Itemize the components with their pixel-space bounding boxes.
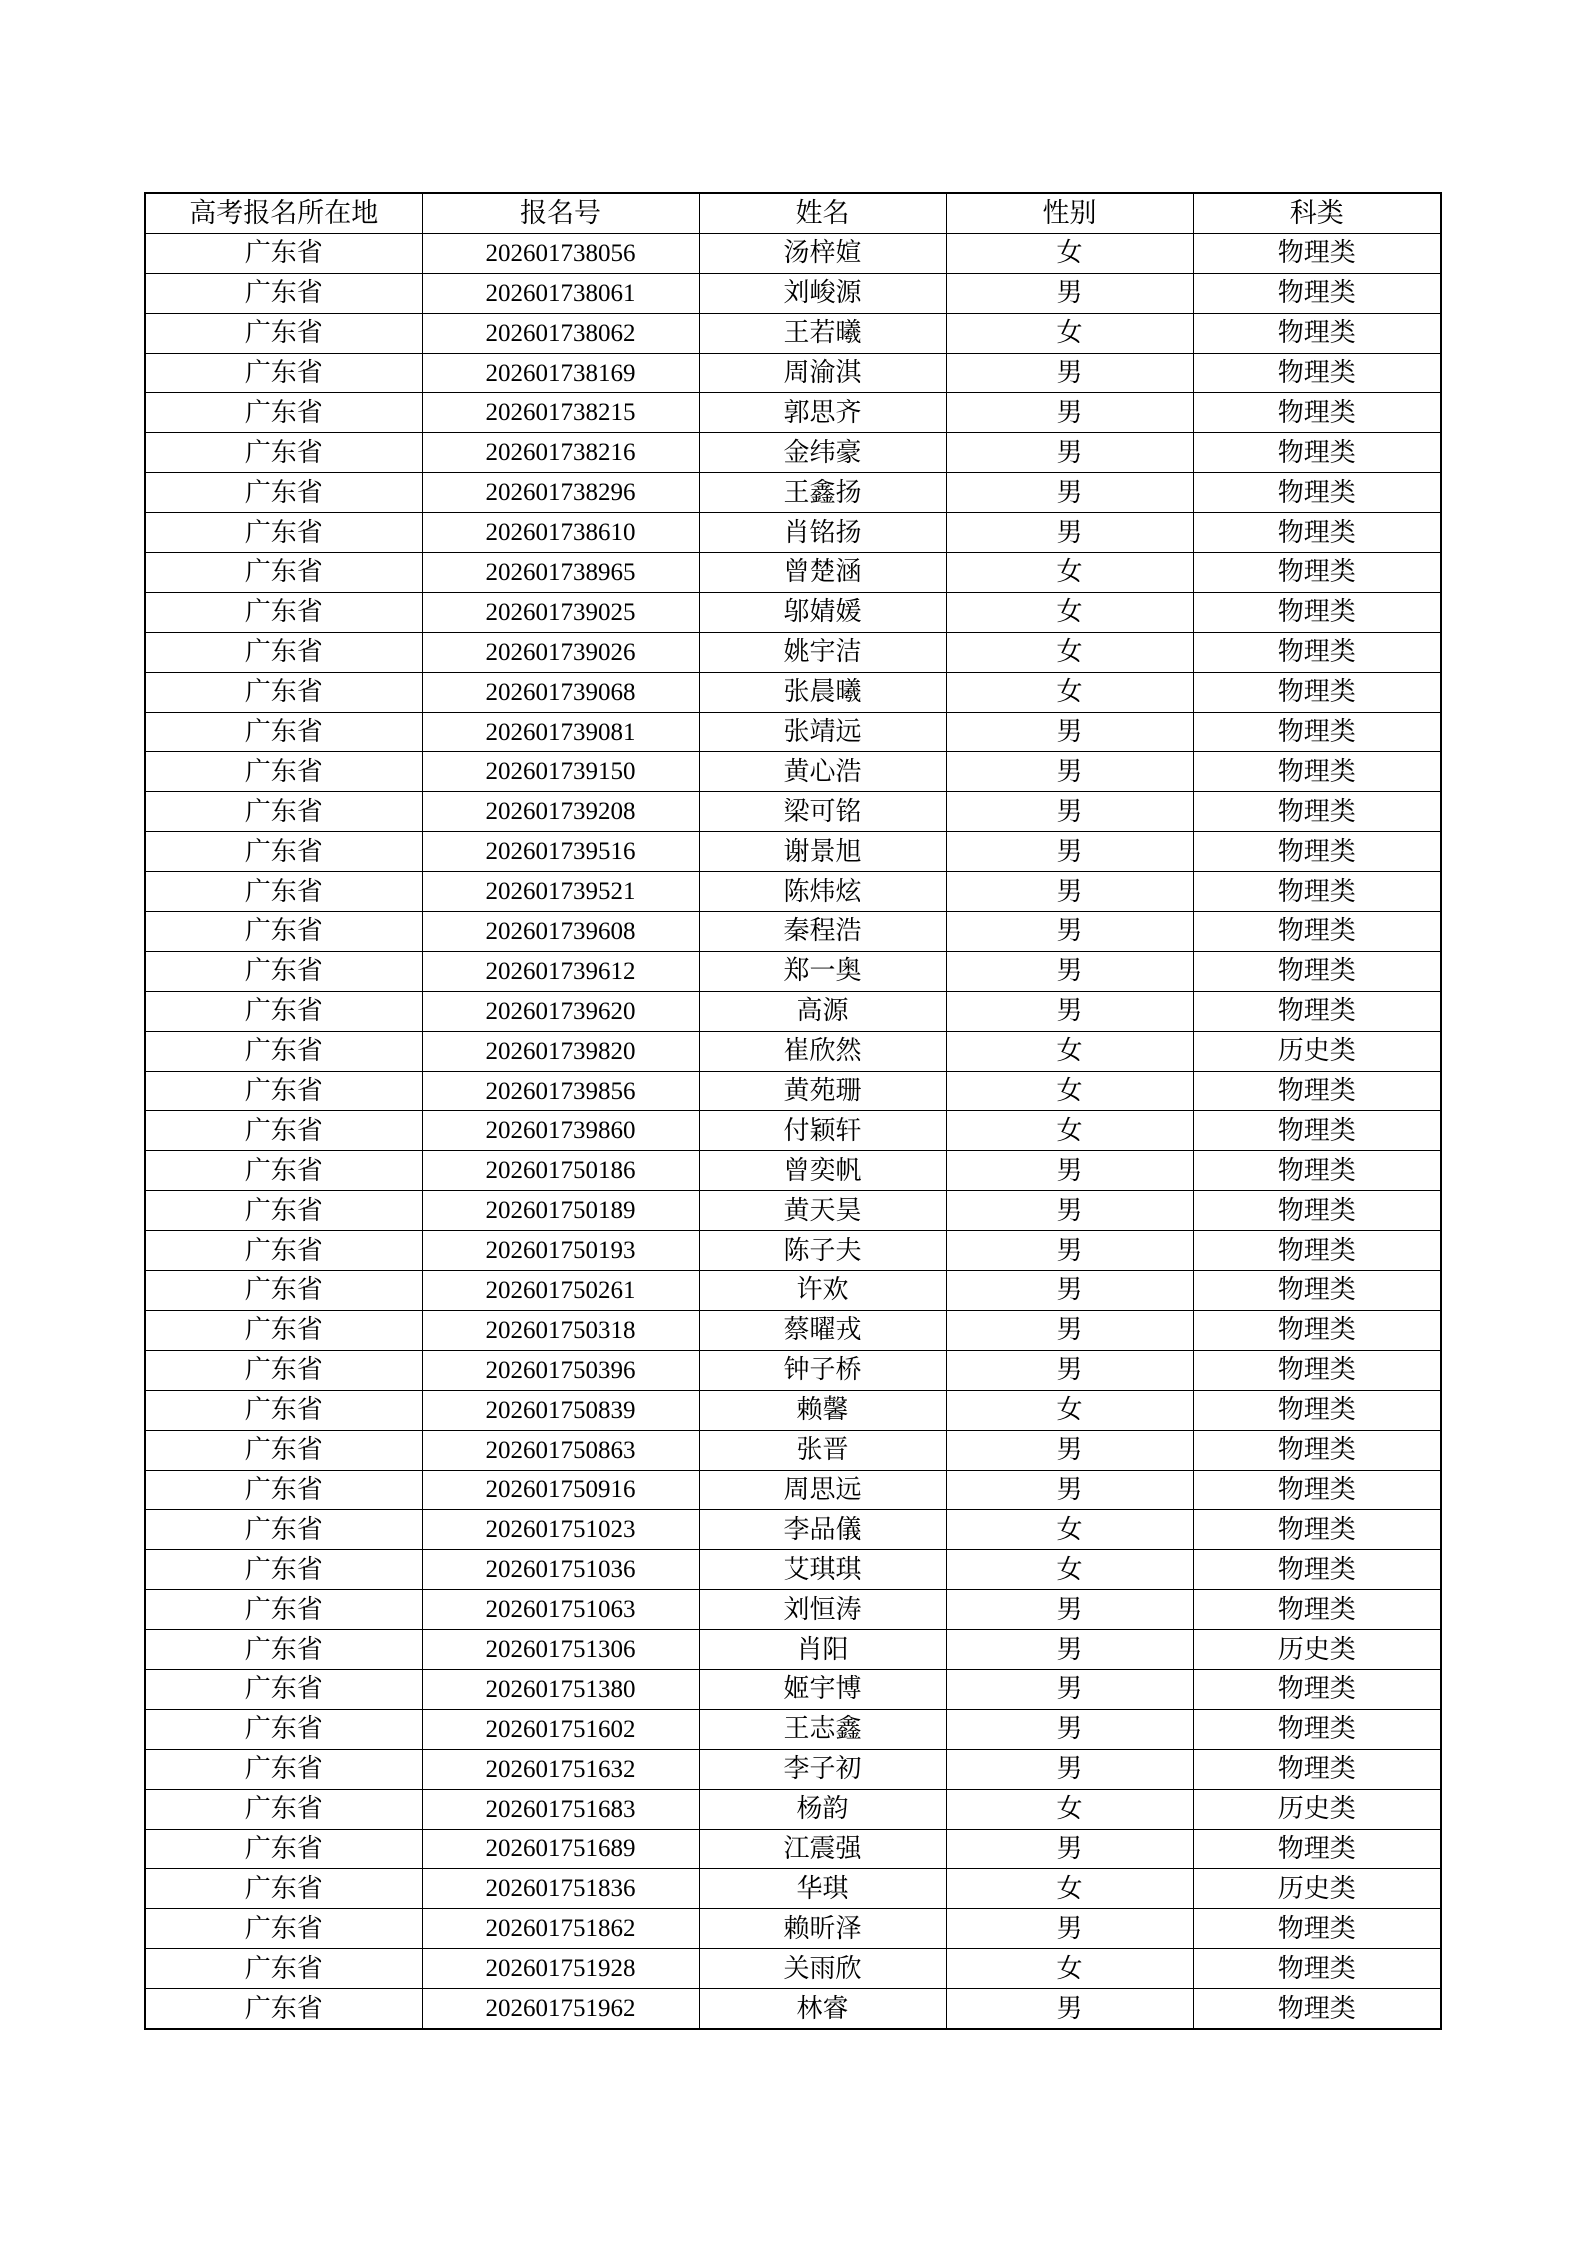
cell-name: 邬婧媛 bbox=[699, 592, 946, 632]
cell-name: 曾楚涵 bbox=[699, 553, 946, 593]
cell-registration-number: 202601738216 bbox=[422, 433, 699, 473]
header-name: 姓名 bbox=[699, 193, 946, 233]
table-row bbox=[145, 1630, 1441, 1670]
cell-name: 许欢 bbox=[699, 1271, 946, 1311]
cell-registration-number: 202601751306 bbox=[422, 1630, 699, 1670]
cell-gender: 女 bbox=[946, 233, 1193, 273]
cell-gender: 男 bbox=[946, 1271, 1193, 1311]
cell-name: 周思远 bbox=[699, 1470, 946, 1510]
cell-registration-number: 202601751683 bbox=[422, 1789, 699, 1829]
cell-subject-category: 物理类 bbox=[1193, 1989, 1441, 2029]
cell-registration-number: 202601739608 bbox=[422, 912, 699, 952]
cell-subject-category: 物理类 bbox=[1193, 233, 1441, 273]
cell-gender: 男 bbox=[946, 1989, 1193, 2029]
table-row bbox=[145, 233, 1441, 273]
cell-registration-location: 广东省 bbox=[145, 752, 422, 792]
table-row bbox=[145, 273, 1441, 313]
table-row bbox=[145, 752, 1441, 792]
cell-gender: 女 bbox=[946, 553, 1193, 593]
cell-registration-number: 202601751836 bbox=[422, 1869, 699, 1909]
cell-registration-number: 202601739620 bbox=[422, 991, 699, 1031]
cell-name: 肖铭扬 bbox=[699, 513, 946, 553]
cell-subject-category: 历史类 bbox=[1193, 1630, 1441, 1670]
table-row bbox=[145, 473, 1441, 513]
cell-gender: 男 bbox=[946, 1669, 1193, 1709]
table-row bbox=[145, 1909, 1441, 1949]
cell-registration-number: 202601738215 bbox=[422, 393, 699, 433]
table-row bbox=[145, 313, 1441, 353]
cell-registration-number: 202601739860 bbox=[422, 1111, 699, 1151]
cell-registration-number: 202601750916 bbox=[422, 1470, 699, 1510]
cell-registration-number: 202601750261 bbox=[422, 1271, 699, 1311]
cell-registration-location: 广东省 bbox=[145, 1111, 422, 1151]
table-row bbox=[145, 872, 1441, 912]
cell-subject-category: 物理类 bbox=[1193, 1430, 1441, 1470]
cell-registration-location: 广东省 bbox=[145, 1630, 422, 1670]
cell-registration-location: 广东省 bbox=[145, 872, 422, 912]
header-registration-number: 报名号 bbox=[422, 193, 699, 233]
cell-gender: 男 bbox=[946, 1829, 1193, 1869]
cell-gender: 女 bbox=[946, 1390, 1193, 1430]
cell-name: 黄心浩 bbox=[699, 752, 946, 792]
cell-registration-number: 202601750189 bbox=[422, 1191, 699, 1231]
cell-subject-category: 历史类 bbox=[1193, 1031, 1441, 1071]
cell-gender: 女 bbox=[946, 1071, 1193, 1111]
cell-gender: 男 bbox=[946, 1470, 1193, 1510]
cell-registration-number: 202601750863 bbox=[422, 1430, 699, 1470]
cell-registration-location: 广东省 bbox=[145, 1071, 422, 1111]
cell-subject-category: 物理类 bbox=[1193, 1590, 1441, 1630]
cell-gender: 男 bbox=[946, 792, 1193, 832]
cell-subject-category: 物理类 bbox=[1193, 433, 1441, 473]
cell-subject-category: 物理类 bbox=[1193, 1510, 1441, 1550]
cell-subject-category: 物理类 bbox=[1193, 672, 1441, 712]
cell-name: 肖阳 bbox=[699, 1630, 946, 1670]
table-row bbox=[145, 1709, 1441, 1749]
cell-gender: 男 bbox=[946, 1909, 1193, 1949]
table-row bbox=[145, 393, 1441, 433]
cell-subject-category: 物理类 bbox=[1193, 1709, 1441, 1749]
cell-subject-category: 物理类 bbox=[1193, 1310, 1441, 1350]
cell-name: 陈炜炫 bbox=[699, 872, 946, 912]
table-row bbox=[145, 632, 1441, 672]
table-row bbox=[145, 592, 1441, 632]
cell-name: 黄天昊 bbox=[699, 1191, 946, 1231]
cell-subject-category: 物理类 bbox=[1193, 592, 1441, 632]
table-row bbox=[145, 1989, 1441, 2029]
cell-name: 华琪 bbox=[699, 1869, 946, 1909]
cell-registration-location: 广东省 bbox=[145, 1271, 422, 1311]
cell-name: 高源 bbox=[699, 991, 946, 1031]
cell-subject-category: 物理类 bbox=[1193, 553, 1441, 593]
cell-registration-location: 广东省 bbox=[145, 313, 422, 353]
cell-registration-number: 202601750193 bbox=[422, 1231, 699, 1271]
cell-registration-location: 广东省 bbox=[145, 912, 422, 952]
cell-gender: 男 bbox=[946, 1231, 1193, 1271]
header-row bbox=[145, 193, 1441, 233]
cell-registration-location: 广东省 bbox=[145, 1191, 422, 1231]
table-row bbox=[145, 353, 1441, 393]
table-row bbox=[145, 912, 1441, 952]
cell-registration-location: 广东省 bbox=[145, 1510, 422, 1550]
cell-registration-location: 广东省 bbox=[145, 1669, 422, 1709]
table-row bbox=[145, 672, 1441, 712]
table-row bbox=[145, 1949, 1441, 1989]
cell-gender: 女 bbox=[946, 313, 1193, 353]
cell-subject-category: 物理类 bbox=[1193, 1829, 1441, 1869]
cell-gender: 女 bbox=[946, 1031, 1193, 1071]
cell-name: 李品儀 bbox=[699, 1510, 946, 1550]
cell-name: 曾奕帆 bbox=[699, 1151, 946, 1191]
table-row bbox=[145, 1231, 1441, 1271]
cell-registration-location: 广东省 bbox=[145, 1031, 422, 1071]
cell-gender: 男 bbox=[946, 433, 1193, 473]
cell-registration-number: 202601750839 bbox=[422, 1390, 699, 1430]
cell-subject-category: 物理类 bbox=[1193, 473, 1441, 513]
cell-name: 赖昕泽 bbox=[699, 1909, 946, 1949]
cell-gender: 女 bbox=[946, 592, 1193, 632]
cell-registration-location: 广东省 bbox=[145, 233, 422, 273]
cell-registration-number: 202601738062 bbox=[422, 313, 699, 353]
cell-subject-category: 物理类 bbox=[1193, 1470, 1441, 1510]
cell-registration-number: 202601739208 bbox=[422, 792, 699, 832]
table-row bbox=[145, 1590, 1441, 1630]
cell-registration-number: 202601751928 bbox=[422, 1949, 699, 1989]
cell-gender: 女 bbox=[946, 1789, 1193, 1829]
cell-registration-location: 广东省 bbox=[145, 273, 422, 313]
cell-registration-number: 202601738061 bbox=[422, 273, 699, 313]
cell-registration-location: 广东省 bbox=[145, 1430, 422, 1470]
cell-subject-category: 历史类 bbox=[1193, 1789, 1441, 1829]
cell-name: 刘峻源 bbox=[699, 273, 946, 313]
table-row bbox=[145, 1151, 1441, 1191]
cell-registration-location: 广东省 bbox=[145, 1470, 422, 1510]
cell-gender: 女 bbox=[946, 1949, 1193, 1989]
cell-registration-location: 广东省 bbox=[145, 1909, 422, 1949]
table-header bbox=[145, 193, 1441, 233]
table-row bbox=[145, 1749, 1441, 1789]
cell-name: 王鑫扬 bbox=[699, 473, 946, 513]
cell-registration-location: 广东省 bbox=[145, 1310, 422, 1350]
cell-subject-category: 物理类 bbox=[1193, 632, 1441, 672]
cell-registration-location: 广东省 bbox=[145, 513, 422, 553]
cell-subject-category: 物理类 bbox=[1193, 1949, 1441, 1989]
cell-registration-location: 广东省 bbox=[145, 1390, 422, 1430]
cell-registration-location: 广东省 bbox=[145, 991, 422, 1031]
cell-registration-location: 广东省 bbox=[145, 1869, 422, 1909]
table-body bbox=[145, 233, 1441, 2029]
cell-gender: 男 bbox=[946, 1709, 1193, 1749]
cell-name: 姬宇博 bbox=[699, 1669, 946, 1709]
cell-registration-location: 广东省 bbox=[145, 592, 422, 632]
table-row bbox=[145, 1191, 1441, 1231]
cell-gender: 男 bbox=[946, 1151, 1193, 1191]
cell-subject-category: 物理类 bbox=[1193, 1231, 1441, 1271]
cell-name: 崔欣然 bbox=[699, 1031, 946, 1071]
table-row bbox=[145, 1510, 1441, 1550]
cell-subject-category: 物理类 bbox=[1193, 912, 1441, 952]
cell-registration-location: 广东省 bbox=[145, 1550, 422, 1590]
cell-registration-number: 202601750186 bbox=[422, 1151, 699, 1191]
cell-registration-number: 202601739820 bbox=[422, 1031, 699, 1071]
cell-registration-location: 广东省 bbox=[145, 353, 422, 393]
cell-gender: 男 bbox=[946, 912, 1193, 952]
cell-subject-category: 物理类 bbox=[1193, 991, 1441, 1031]
cell-registration-number: 202601739081 bbox=[422, 712, 699, 752]
cell-gender: 男 bbox=[946, 353, 1193, 393]
cell-gender: 男 bbox=[946, 1749, 1193, 1789]
cell-registration-number: 202601739856 bbox=[422, 1071, 699, 1111]
cell-registration-number: 202601751862 bbox=[422, 1909, 699, 1949]
header-registration-location: 高考报名所在地 bbox=[145, 193, 422, 233]
cell-name: 姚宇洁 bbox=[699, 632, 946, 672]
cell-registration-location: 广东省 bbox=[145, 1989, 422, 2029]
cell-gender: 女 bbox=[946, 1869, 1193, 1909]
cell-name: 刘恒涛 bbox=[699, 1590, 946, 1630]
cell-gender: 男 bbox=[946, 1590, 1193, 1630]
table-row bbox=[145, 1111, 1441, 1151]
cell-registration-number: 202601750318 bbox=[422, 1310, 699, 1350]
cell-subject-category: 物理类 bbox=[1193, 1271, 1441, 1311]
table-row bbox=[145, 1430, 1441, 1470]
cell-name: 张靖远 bbox=[699, 712, 946, 752]
table-row bbox=[145, 1350, 1441, 1390]
cell-gender: 男 bbox=[946, 1630, 1193, 1670]
admission-list-table bbox=[144, 192, 1442, 2030]
cell-subject-category: 物理类 bbox=[1193, 872, 1441, 912]
cell-gender: 女 bbox=[946, 1111, 1193, 1151]
cell-registration-location: 广东省 bbox=[145, 1789, 422, 1829]
table-row bbox=[145, 1669, 1441, 1709]
table-row bbox=[145, 712, 1441, 752]
cell-subject-category: 物理类 bbox=[1193, 752, 1441, 792]
table-row bbox=[145, 1789, 1441, 1829]
cell-registration-location: 广东省 bbox=[145, 1590, 422, 1630]
cell-registration-number: 202601751962 bbox=[422, 1989, 699, 2029]
cell-registration-number: 202601739025 bbox=[422, 592, 699, 632]
cell-gender: 男 bbox=[946, 1350, 1193, 1390]
cell-registration-location: 广东省 bbox=[145, 1231, 422, 1271]
table-row bbox=[145, 1310, 1441, 1350]
cell-subject-category: 物理类 bbox=[1193, 1669, 1441, 1709]
cell-gender: 男 bbox=[946, 712, 1193, 752]
cell-registration-number: 202601751380 bbox=[422, 1669, 699, 1709]
table-row bbox=[145, 1071, 1441, 1111]
cell-name: 杨韵 bbox=[699, 1789, 946, 1829]
table-row bbox=[145, 991, 1441, 1031]
cell-subject-category: 物理类 bbox=[1193, 792, 1441, 832]
cell-registration-location: 广东省 bbox=[145, 393, 422, 433]
cell-name: 郑一奥 bbox=[699, 951, 946, 991]
cell-registration-number: 202601739068 bbox=[422, 672, 699, 712]
table-row bbox=[145, 1271, 1441, 1311]
cell-subject-category: 物理类 bbox=[1193, 1151, 1441, 1191]
cell-name: 黄苑珊 bbox=[699, 1071, 946, 1111]
cell-registration-location: 广东省 bbox=[145, 792, 422, 832]
cell-gender: 男 bbox=[946, 991, 1193, 1031]
cell-subject-category: 物理类 bbox=[1193, 1550, 1441, 1590]
cell-registration-location: 广东省 bbox=[145, 672, 422, 712]
cell-registration-number: 202601751602 bbox=[422, 1709, 699, 1749]
cell-gender: 男 bbox=[946, 951, 1193, 991]
cell-name: 林睿 bbox=[699, 1989, 946, 2029]
cell-registration-number: 202601750396 bbox=[422, 1350, 699, 1390]
cell-gender: 男 bbox=[946, 872, 1193, 912]
cell-registration-number: 202601739516 bbox=[422, 832, 699, 872]
cell-gender: 男 bbox=[946, 1310, 1193, 1350]
table-row bbox=[145, 553, 1441, 593]
cell-subject-category: 物理类 bbox=[1193, 951, 1441, 991]
cell-registration-location: 广东省 bbox=[145, 433, 422, 473]
cell-name: 钟子桥 bbox=[699, 1350, 946, 1390]
cell-name: 王若曦 bbox=[699, 313, 946, 353]
cell-gender: 男 bbox=[946, 273, 1193, 313]
table-row bbox=[145, 1869, 1441, 1909]
cell-registration-number: 202601738296 bbox=[422, 473, 699, 513]
cell-name: 付颖轩 bbox=[699, 1111, 946, 1151]
cell-registration-number: 202601751023 bbox=[422, 1510, 699, 1550]
cell-registration-number: 202601739026 bbox=[422, 632, 699, 672]
cell-name: 郭思齐 bbox=[699, 393, 946, 433]
cell-registration-number: 202601738965 bbox=[422, 553, 699, 593]
cell-registration-number: 202601751632 bbox=[422, 1749, 699, 1789]
cell-subject-category: 物理类 bbox=[1193, 832, 1441, 872]
cell-registration-number: 202601739150 bbox=[422, 752, 699, 792]
cell-registration-number: 202601738169 bbox=[422, 353, 699, 393]
cell-gender: 男 bbox=[946, 832, 1193, 872]
cell-registration-location: 广东省 bbox=[145, 1949, 422, 1989]
cell-name: 陈子夫 bbox=[699, 1231, 946, 1271]
cell-registration-location: 广东省 bbox=[145, 1709, 422, 1749]
cell-registration-location: 广东省 bbox=[145, 1350, 422, 1390]
cell-name: 赖馨 bbox=[699, 1390, 946, 1430]
cell-name: 张晨曦 bbox=[699, 672, 946, 712]
cell-gender: 女 bbox=[946, 1550, 1193, 1590]
cell-name: 梁可铭 bbox=[699, 792, 946, 832]
cell-gender: 男 bbox=[946, 473, 1193, 513]
cell-registration-location: 广东省 bbox=[145, 473, 422, 513]
cell-registration-number: 202601751063 bbox=[422, 1590, 699, 1630]
cell-gender: 男 bbox=[946, 393, 1193, 433]
cell-subject-category: 物理类 bbox=[1193, 353, 1441, 393]
cell-subject-category: 物理类 bbox=[1193, 1350, 1441, 1390]
cell-name: 关雨欣 bbox=[699, 1949, 946, 1989]
cell-subject-category: 物理类 bbox=[1193, 1390, 1441, 1430]
cell-gender: 男 bbox=[946, 513, 1193, 553]
header-subject-category: 科类 bbox=[1193, 193, 1441, 233]
cell-registration-location: 广东省 bbox=[145, 1829, 422, 1869]
cell-registration-location: 广东省 bbox=[145, 1749, 422, 1789]
cell-subject-category: 物理类 bbox=[1193, 273, 1441, 313]
cell-name: 江震强 bbox=[699, 1829, 946, 1869]
cell-registration-location: 广东省 bbox=[145, 951, 422, 991]
table-row bbox=[145, 1829, 1441, 1869]
table-row bbox=[145, 1550, 1441, 1590]
cell-registration-location: 广东省 bbox=[145, 553, 422, 593]
cell-registration-location: 广东省 bbox=[145, 832, 422, 872]
table-row bbox=[145, 433, 1441, 473]
cell-name: 汤梓媗 bbox=[699, 233, 946, 273]
cell-subject-category: 历史类 bbox=[1193, 1869, 1441, 1909]
cell-name: 王志鑫 bbox=[699, 1709, 946, 1749]
cell-registration-number: 202601739521 bbox=[422, 872, 699, 912]
cell-name: 金纬豪 bbox=[699, 433, 946, 473]
cell-gender: 男 bbox=[946, 752, 1193, 792]
cell-gender: 男 bbox=[946, 1430, 1193, 1470]
cell-name: 秦程浩 bbox=[699, 912, 946, 952]
cell-registration-number: 202601739612 bbox=[422, 951, 699, 991]
cell-subject-category: 物理类 bbox=[1193, 1749, 1441, 1789]
table-row bbox=[145, 513, 1441, 553]
cell-gender: 男 bbox=[946, 1191, 1193, 1231]
cell-registration-location: 广东省 bbox=[145, 1151, 422, 1191]
cell-registration-number: 202601751036 bbox=[422, 1550, 699, 1590]
cell-gender: 女 bbox=[946, 1510, 1193, 1550]
cell-name: 张晋 bbox=[699, 1430, 946, 1470]
cell-registration-number: 202601751689 bbox=[422, 1829, 699, 1869]
cell-subject-category: 物理类 bbox=[1193, 313, 1441, 353]
cell-gender: 女 bbox=[946, 672, 1193, 712]
table-row bbox=[145, 1031, 1441, 1071]
table-row bbox=[145, 1470, 1441, 1510]
cell-registration-number: 202601738610 bbox=[422, 513, 699, 553]
cell-subject-category: 物理类 bbox=[1193, 1111, 1441, 1151]
cell-name: 李子初 bbox=[699, 1749, 946, 1789]
cell-subject-category: 物理类 bbox=[1193, 1191, 1441, 1231]
cell-registration-number: 202601738056 bbox=[422, 233, 699, 273]
table-row bbox=[145, 792, 1441, 832]
cell-registration-location: 广东省 bbox=[145, 712, 422, 752]
cell-subject-category: 物理类 bbox=[1193, 1909, 1441, 1949]
cell-registration-location: 广东省 bbox=[145, 632, 422, 672]
table-row bbox=[145, 1390, 1441, 1430]
cell-subject-category: 物理类 bbox=[1193, 513, 1441, 553]
cell-name: 谢景旭 bbox=[699, 832, 946, 872]
cell-name: 艾琪琪 bbox=[699, 1550, 946, 1590]
table-row bbox=[145, 832, 1441, 872]
cell-gender: 女 bbox=[946, 632, 1193, 672]
table-row bbox=[145, 951, 1441, 991]
cell-subject-category: 物理类 bbox=[1193, 1071, 1441, 1111]
cell-subject-category: 物理类 bbox=[1193, 712, 1441, 752]
header-gender: 性别 bbox=[946, 193, 1193, 233]
cell-name: 蔡曜戎 bbox=[699, 1310, 946, 1350]
cell-name: 周渝淇 bbox=[699, 353, 946, 393]
cell-subject-category: 物理类 bbox=[1193, 393, 1441, 433]
